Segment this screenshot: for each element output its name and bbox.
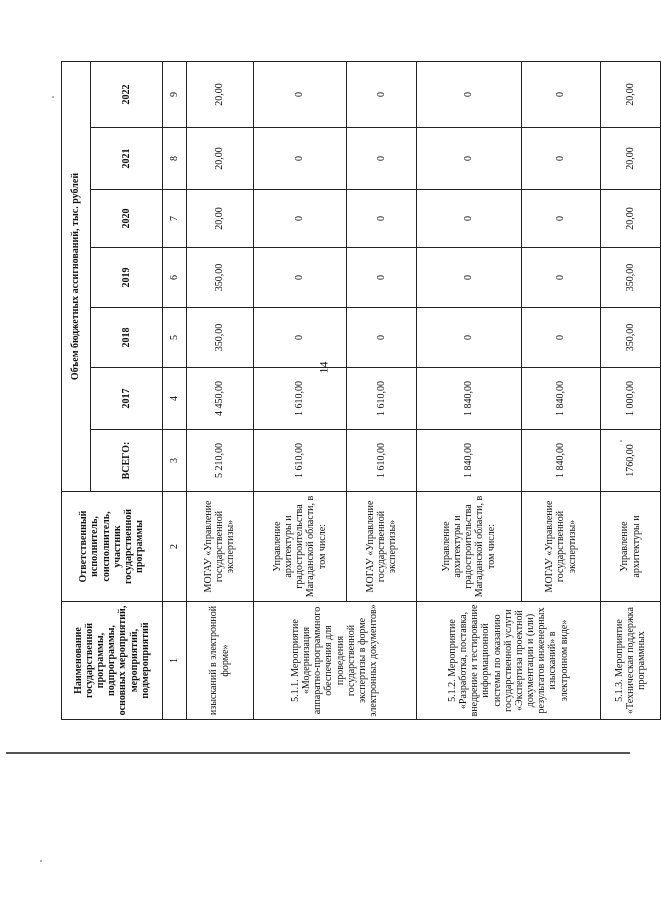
column-number: 3 xyxy=(162,430,186,492)
row-value: 1 610,00 xyxy=(253,430,346,492)
column-number: 6 xyxy=(162,248,186,308)
row-value: 20,00 xyxy=(186,128,253,190)
header-year: 2020 xyxy=(90,190,162,248)
row-name: 5.1.3. Мероприятие «Техническая поддержка программных xyxy=(601,602,661,720)
column-number: 8 xyxy=(162,128,186,190)
column-number: 5 xyxy=(162,308,186,368)
row-executor: МОГАУ «Управление государственной экспертизы» xyxy=(186,492,253,602)
row-value: 0 xyxy=(347,308,416,368)
table-row xyxy=(416,62,521,720)
header-year: 2022 xyxy=(90,62,162,128)
row-value: 20,00 xyxy=(186,190,253,248)
column-number: 2 xyxy=(162,492,186,602)
row-value: 0 xyxy=(253,190,346,248)
page-bottom-rule xyxy=(6,752,630,754)
row-value: 20,00 xyxy=(186,62,253,128)
header-budget-group: Объем бюджетных ассигнований, тыс. рублей xyxy=(62,62,91,492)
row-value: 1 610,00 xyxy=(347,430,416,492)
row-value: 0 xyxy=(521,128,600,190)
row-value: 0 xyxy=(347,190,416,248)
column-number: 1 xyxy=(162,602,186,720)
row-executor: Управление архитектуры и градостроительства Магаданской области, в том числе: xyxy=(253,492,346,602)
row-value: 350,00 xyxy=(186,248,253,308)
header-year: 2021 xyxy=(90,128,162,190)
header-total: ВСЕГО: xyxy=(90,430,162,492)
row-value: 1 000,00 xyxy=(601,368,661,430)
row-value: 1 840,00 xyxy=(416,430,521,492)
row-value: 4 450,00 xyxy=(186,368,253,430)
row-value: 20,00 xyxy=(601,62,661,128)
row-name: 5.1.2. Мероприятие «Разработка, поставка, внедрение и тестирование информационной системы по оказанию государственной услуги «Экспертиза проектной документации и (или) результатов инженерных изысканий» в электронном виде» xyxy=(416,602,600,720)
row-value: 0 xyxy=(253,128,346,190)
column-number: 9 xyxy=(162,62,186,128)
row-value: 0 xyxy=(347,62,416,128)
row-value: 0 xyxy=(521,190,600,248)
row-value: 0 xyxy=(521,248,600,308)
row-value: 0 xyxy=(521,62,600,128)
column-number: 7 xyxy=(162,190,186,248)
header-executor-column: Ответственный исполнитель, соисполнитель, участник государственной программы xyxy=(62,492,163,602)
row-value: 0 xyxy=(416,248,521,308)
row-executor: МОГАУ «Управление государственной экспертизы» xyxy=(521,492,600,602)
row-value: 1760,00 xyxy=(601,430,661,492)
table-row xyxy=(253,62,346,720)
row-value: 1 840,00 xyxy=(416,368,521,430)
scan-speck xyxy=(52,96,54,98)
row-value: 0 xyxy=(416,190,521,248)
scan-speck xyxy=(40,860,42,862)
row-value: 0 xyxy=(416,62,521,128)
row-value: 350,00 xyxy=(601,248,661,308)
column-number: 4 xyxy=(162,368,186,430)
header-name-column: Наименование государственной программы, подпрограммы, основных мероприятий, мероприятий, подмероприятий xyxy=(62,602,163,720)
row-value: 20,00 xyxy=(601,190,661,248)
row-value: 0 xyxy=(416,308,521,368)
rotated-table-container xyxy=(61,62,661,720)
row-name: изысканий в электронной форме» xyxy=(186,602,253,720)
row-value: 350,00 xyxy=(186,308,253,368)
table-row xyxy=(601,62,661,720)
row-value: 0 xyxy=(253,62,346,128)
row-value: 0 xyxy=(521,308,600,368)
row-name: 5.1.1. Мероприятие «Модернизация аппаратно-программного обеспечения для проведения государственной экспертизы в форме электронных документов» xyxy=(253,602,416,720)
header-year: 2017 xyxy=(90,368,162,430)
header-year: 2019 xyxy=(90,248,162,308)
row-value: 0 xyxy=(253,308,346,368)
row-value: 1 840,00 xyxy=(521,368,600,430)
row-value: 0 xyxy=(347,248,416,308)
row-value: 0 xyxy=(347,128,416,190)
row-value: 350,00 xyxy=(601,308,661,368)
row-executor: МОГАУ «Управление государственной экспертизы» xyxy=(347,492,416,602)
row-value: 5 210,00 xyxy=(186,430,253,492)
row-executor: Управление архитектуры и xyxy=(601,492,661,602)
scan-speck xyxy=(620,440,622,442)
row-value: 0 xyxy=(253,248,346,308)
row-executor: Управление архитектуры и градостроительства Магаданской области, в том числе: xyxy=(416,492,521,602)
row-value: 1 610,00 xyxy=(253,368,346,430)
row-value: 1 610,00 xyxy=(347,368,416,430)
row-value: 1 840,00 xyxy=(521,430,600,492)
row-value: 0 xyxy=(416,128,521,190)
row-value: 20,00 xyxy=(601,128,661,190)
budget-table xyxy=(61,61,661,720)
page-number: 14 xyxy=(316,361,331,374)
header-year: 2018 xyxy=(90,308,162,368)
table-row xyxy=(186,62,253,720)
